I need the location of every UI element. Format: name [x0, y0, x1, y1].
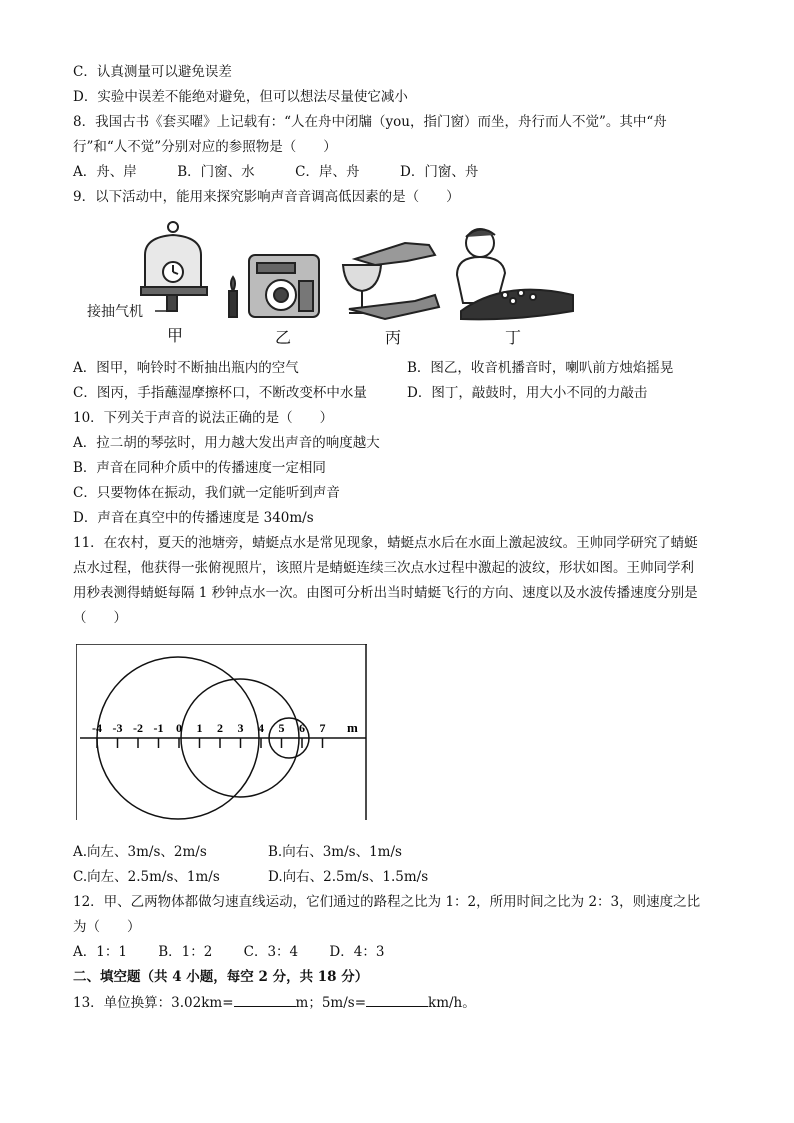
axis-tick-label: 3 [237, 721, 244, 735]
q10-option-c: C．只要物体在振动，我们就一定能听到声音 [73, 485, 340, 501]
q11-stem-3: 用秒表测得蜻蜓每隔 1 秒钟点水一次。由图可分析出当时蜻蜓飞行的方向、速度以及水波传播速度分别是 [73, 585, 698, 601]
figure-label-yi: 乙 [275, 328, 292, 347]
q13-text-2: m；5m/s= [295, 995, 367, 1011]
figure-label-ding: 丁 [505, 328, 522, 347]
q9-option-b: B．图乙，收音机播音时，喇叭前方烛焰摇晃 [407, 360, 674, 376]
q8-stem-1: 8．我国古书《套买曜》上记载有：“人在舟中闭牖（you，指门窗）而坐，舟行而人不觉”。其中“舟 [73, 114, 667, 130]
ripple-diagram [76, 644, 368, 822]
q13-blank-1[interactable] [234, 992, 296, 1007]
q8-options: A．舟、岸 B．门窗、水 C．岸、舟 D．门窗、舟 [73, 164, 479, 180]
q12-stem-1: 12．甲、乙两物体都做匀速直线运动，它们通过的路程之比为 1：2，所用时间之比为 2：3，则速度之比 [73, 894, 701, 910]
q12-options: A．1：1 B．1：2 C．3：4 D．4：3 [73, 944, 385, 960]
axis-tick-label: 6 [299, 721, 305, 735]
axis-tick-label: 7 [319, 721, 326, 735]
q10-stem: 10．下列关于声音的说法正确的是（ ） [73, 410, 334, 426]
axis-unit-label: m [347, 720, 358, 735]
q7-option-c: C．认真测量可以避免误差 [73, 64, 232, 80]
q11-option-c: C.向左、2.5m/s、1m/s [73, 869, 220, 885]
axis-tick-label: 1 [196, 721, 203, 735]
drum-player-illustration [457, 229, 573, 319]
q10-option-a: A．拉二胡的琴弦时，用力越大发出声音的响度越大 [73, 435, 380, 451]
axis-tick-label: 4 [258, 721, 264, 735]
figure-label-jia: 甲 [167, 326, 184, 345]
q11-stem-1: 11．在农村，夏天的池塘旁，蜻蜓点水是常见现象，蜻蜓点水后在水面上激起波纹。王帅同学研究了蜻蜓 [73, 535, 698, 551]
q9-stem: 9．以下活动中，能用来探究影响声音音调高低因素的是（ ） [73, 189, 460, 205]
q7-option-d: D．实验中误差不能绝对避免，但可以想法尽量使它减小 [73, 89, 408, 105]
axis-tick-label: -2 [133, 721, 143, 735]
glass-hand-illustration [343, 243, 439, 319]
q11-ripple-figure [76, 644, 368, 822]
q13-text-3: km/h。 [428, 995, 476, 1011]
q9-option-a: A．图甲，响铃时不断抽出瓶内的空气 [73, 360, 299, 376]
q9-figure [85, 215, 585, 350]
q9-option-d: D．图丁，敲鼓时，用大小不同的力敲击 [407, 385, 648, 401]
q10-option-d: D．声音在真空中的传播速度是 340m/s [73, 510, 314, 526]
pump-label: 接抽气机 [87, 304, 143, 320]
figure-label-bing: 丙 [385, 328, 402, 347]
axis-tick-label: -4 [92, 721, 102, 735]
q13-line [73, 992, 476, 1013]
axis-tick-label: 0 [176, 721, 182, 735]
q11-stem-4: （ ） [73, 610, 127, 626]
q13-blank-2[interactable] [366, 992, 428, 1007]
q11-option-d: D.向右、2.5m/s、1.5m/s [268, 869, 429, 885]
q11-option-b: B.向右、3m/s、1m/s [268, 844, 402, 860]
q13-text-1: 13．单位换算：3.02km= [73, 995, 234, 1011]
axis-tick-label: -3 [112, 721, 123, 735]
q8-stem-2: 行”和“人不觉”分别对应的参照物是（ ） [73, 139, 337, 155]
q11-stem-2: 点水过程，他获得一张俯视照片，该照片是蜻蜓连续三次点水过程中激起的波纹，形状如图。王帅同学利 [73, 560, 694, 576]
axis-tick-label: 2 [217, 721, 223, 735]
q9-option-c: C．图丙，手指蘸湿摩擦杯口，不断改变杯中水量 [73, 385, 367, 401]
q9-illustrations [85, 215, 585, 330]
section-fill-in-title: 二、填空题（共 4 小题，每空 2 分，共 18 分） [73, 969, 369, 985]
radio-candle-illustration [229, 255, 319, 317]
axis-tick-label: -1 [153, 721, 164, 735]
q12-stem-2: 为（ ） [73, 919, 141, 935]
q10-option-b: B．声音在同种介质中的传播速度一定相同 [73, 460, 326, 476]
q11-option-a: A.向左、3m/s、2m/s [73, 844, 207, 860]
axis-tick-label: 5 [278, 721, 285, 735]
bell-jar-illustration [141, 222, 207, 311]
